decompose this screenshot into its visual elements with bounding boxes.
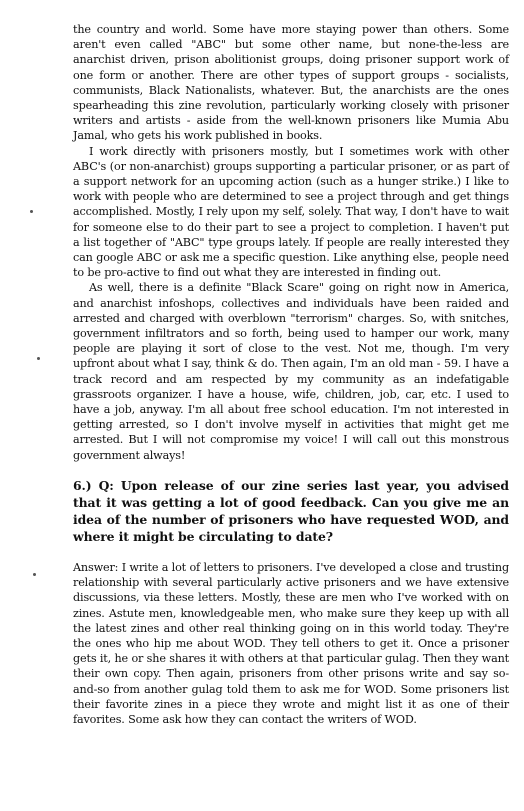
interview-answer: Answer: I write a lot of letters to prisoners. I've developed a close and trusting relationship with several particularly active prisoners and we have extensive discussions, via these letters. Mostly, these are men who I've worked with on zines. Astute men, knowledgeable men, who make sure they keep up with all the latest zines and other real thinking going on in this world today. They're the ones who hip me about WOD. They tell others to get it. Once a prisoner gets it, he or she shares it with others at that particular gulag. Then they want their own copy. Then again, prisoners from other prisons write and say so-and-so from another gulag told them to ask me for WOD. Some prisoners list their favorite zines in a piece they wrote and might list it as one of their favorites. Some ask how they can contact the writers of WOD. xyxy=(73,560,509,726)
body-paragraph: As well, there is a definite "Black Scare" going on right now in America, and anarchist infoshops, collectives and individuals have been raided and arrested and charged with overblown "terrorism" charges. So, with snitches, government infiltrators and so forth, being used to hamper our work, many people are playing it sort of close to the vest. Not me, though. I'm very upfront about what I say, think & do. Then again, I'm an old man - 59. I have a track record and am respected by my community as an indefatigable grassroots organizer. I have a house, wife, children, job, car, etc. I used to have a job, anyway. I'm all about free school education. I'm not interested in getting arrested, so I don't involve myself in activities that might get me arrested. But I will not compromise my voice! I will call out this monstrous government always! xyxy=(73,281,509,462)
body-paragraph: I work directly with prisoners mostly, but I sometimes work with other ABC's (or non-anarchist) groups supporting a particular prisoner, or as part of a support network for an upcoming action (such as a hunger strike.) I like to work with people who are determined to see a project through and get things accomplished. Mostly, I rely upon my self, solely. That way, I don't have to wait for someone else to do their part to see a project to completion. I haven't put a list together of "ABC" type groups lately. If people are really interested they can google ABC or ask me a specific question. Like anything else, people need to be pro-active to find out what they are interested in finding out. xyxy=(73,144,509,280)
scan-speck xyxy=(33,573,36,576)
scan-speck xyxy=(37,357,40,360)
document-page xyxy=(73,22,509,727)
interview-question: 6.) Q: Upon release of our zine series last year, you advised that it was getting a lot of good feedback. Can you give me an idea of the number of prisoners who have requested WOD, and where it might be circulating to date? xyxy=(73,477,509,544)
body-paragraph: the country and world. Some have more staying power than others. Some aren't even called "ABC" but some other name, but none-the-less are anarchist driven, prison abolitionist groups, doing prisoner support work of one form or another. There are other types of support groups - socialists, communists, Black Nationalists, whatever. But, the anarchists are the ones spearheading this zine revolution, particularly working closely with prisoner writers and artists - aside from the well-known prisoners like Mumia Abu Jamal, who gets his work published in books. xyxy=(73,23,509,143)
scan-speck xyxy=(30,210,33,213)
